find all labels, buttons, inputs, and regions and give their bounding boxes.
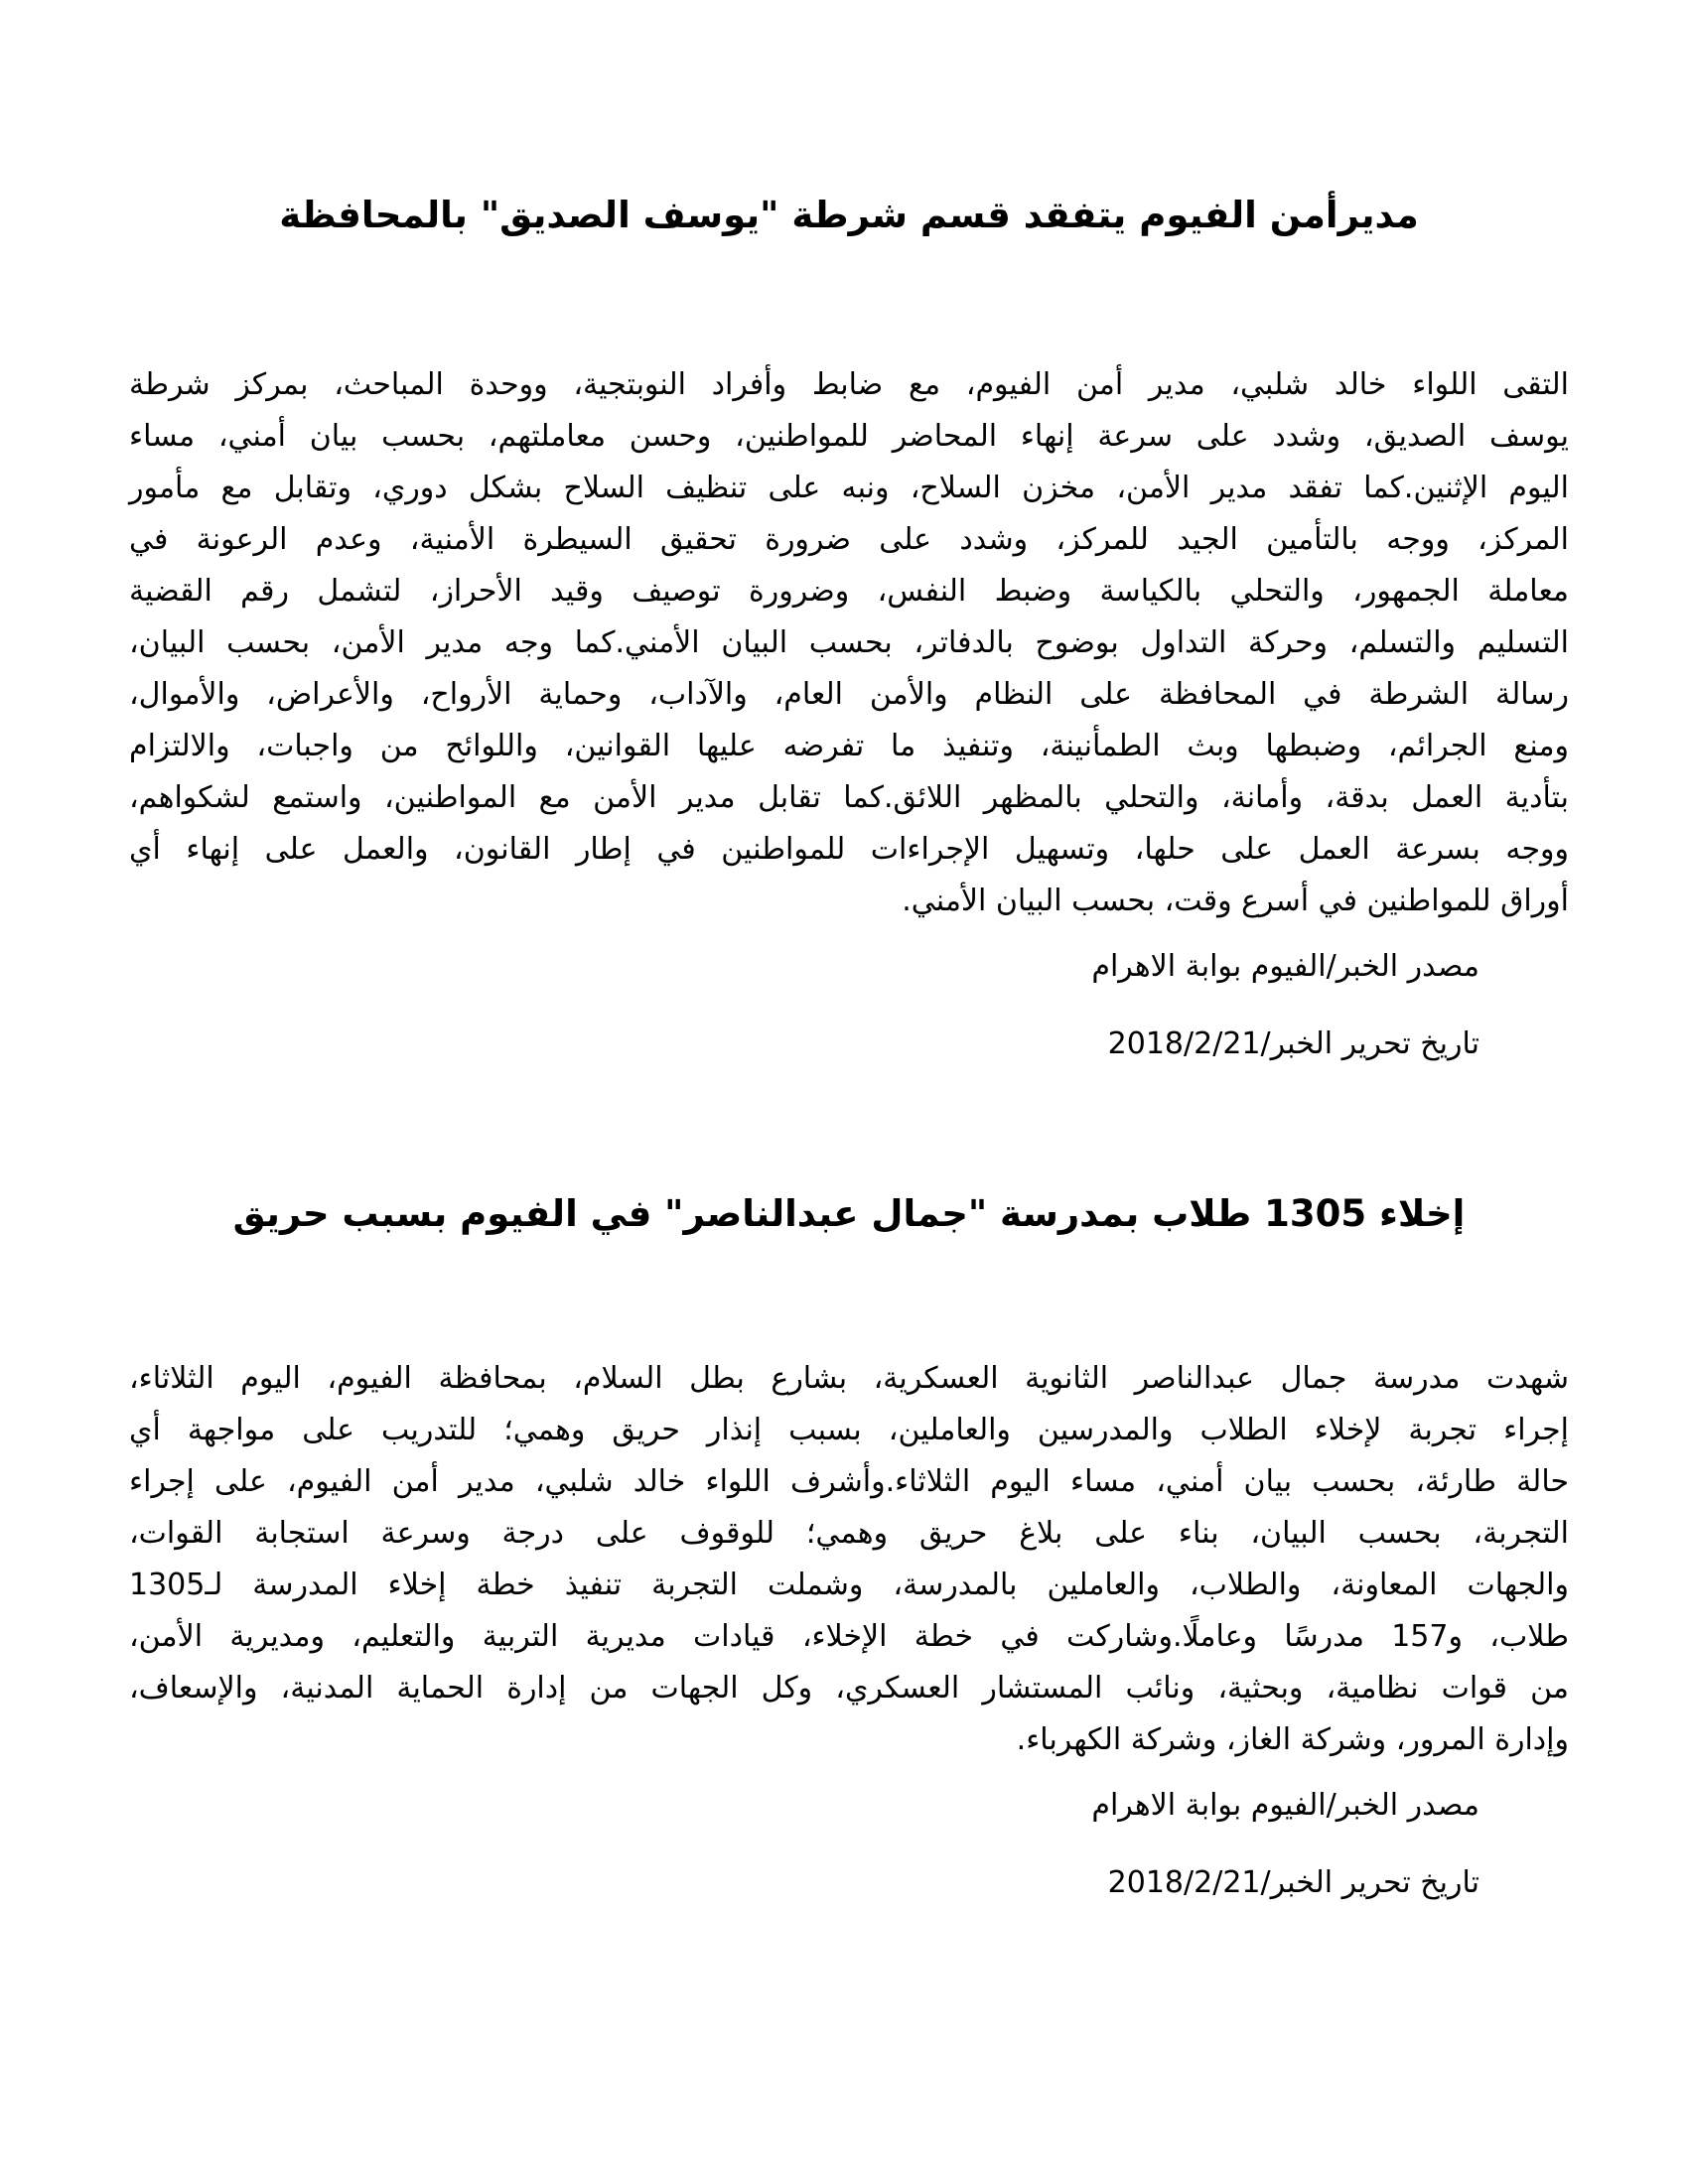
- body-line: رسالة الشرطة في المحافظة على النظام والأمن العام، والآداب، وحماية الأرواح، والأعراض، والأموال،: [129, 677, 1569, 712]
- body-line: طلاب، و157 مدرسًا وعاملًا.وشاركت في خطة الإخلاء، قيادات مديرية التربية والتعليم، ومديرية الأمن،: [129, 1619, 1569, 1654]
- article-2: [129, 1070, 1569, 1909]
- body-line: يوسف الصديق، وشدد على سرعة إنهاء المحاضر للمواطنين، وحسن معاملتهم، بحسب بيان أمني، مساء: [129, 419, 1569, 454]
- body-line: أوراق للمواطنين في أسرع وقت، بحسب البيان الأمني.: [902, 884, 1569, 918]
- body-line: اليوم الإثنين.كما تفقد مدير الأمن، مخزن السلاح، ونبه على تنظيف السلاح بشكل دوري، وتقابل مع مأمور: [129, 471, 1569, 505]
- article-1: [129, 0, 1569, 1070]
- article-2-title: إخلاء 1305 طلاب بمدرسة "جمال عبدالناصر" في الفيوم بسبب حريق: [232, 1192, 1466, 1235]
- article-1-body: [129, 250, 1569, 927]
- body-line: من قوات نظامية، وبحثية، ونائب المستشار العسكري، وكل الجهات من إدارة الحماية المدنية، والإسعاف،: [129, 1671, 1569, 1706]
- article-1-title: مديرأمن الفيوم يتفقد قسم شرطة "يوسف الصديق" بالمحافظة: [279, 194, 1419, 236]
- body-line: والجهات المعاونة، والطلاب، والعاملين بالمدرسة، وشملت التجربة تنفيذ خطة إخلاء المدرسة لـ1305: [129, 1568, 1569, 1602]
- article-2-source-line: مصدر الخبر/الفيوم بوابة الاهرام: [1091, 1788, 1479, 1823]
- article-1-date-line: تاريخ تحرير الخبر/2018/2/21: [1107, 1026, 1479, 1061]
- body-line: ومنع الجرائم، وضبطها وبث الطمأنينة، وتنفيذ ما تفرضه عليها القوانين، واللوائح من واجبات، والالتزام: [129, 729, 1569, 763]
- body-line: التسليم والتسلم، وحركة التداول بوضوح بالدفاتر، بحسب البيان الأمني.كما وجه مدير الأمن، بحسب البيان،: [129, 625, 1569, 660]
- article-2-date-line: تاريخ تحرير الخبر/2018/2/21: [1107, 1865, 1479, 1900]
- body-line: وإدارة المرور، وشركة الغاز، وشركة الكهرباء.: [1016, 1722, 1569, 1757]
- body-line: بتأدية العمل بدقة، وأمانة، والتحلي بالمظهر اللائق.كما تقابل مدير الأمن مع المواطنين، واستمع لشكواهم،: [129, 780, 1569, 815]
- body-line: حالة طارئة، بحسب بيان أمني، مساء اليوم الثلاثاء.وأشرف اللواء خالد شلبي، مدير أمن الفيوم، على إجراء: [129, 1464, 1569, 1499]
- body-line: التقى اللواء خالد شلبي، مدير أمن الفيوم، مع ضابط وأفراد النوبتجية، ووحدة المباحث، بمركز شرطة: [129, 367, 1569, 402]
- body-line: المركز، ووجه بالتأمين الجيد للمركز، وشدد على ضرورة تحقيق السيطرة الأمنية، وعدم الرعونة في: [129, 522, 1569, 557]
- body-line: شهدت مدرسة جمال عبدالناصر الثانوية العسكرية، بشارع بطل السلام، بمحافظة الفيوم، اليوم الثلاثاء،: [129, 1361, 1569, 1396]
- body-line: معاملة الجمهور، والتحلي بالكياسة وضبط النفس، وضرورة توصيف وقيد الأحراز، لتشمل رقم القضية: [129, 574, 1569, 609]
- article-1-source-line: مصدر الخبر/الفيوم بوابة الاهرام: [1091, 949, 1479, 984]
- article-2-body: [129, 1249, 1569, 1766]
- body-line: إجراء تجربة لإخلاء الطلاب والمدرسين والعاملين، بسبب إنذار حريق وهمي؛ للتدريب على مواجهة أي: [129, 1413, 1569, 1447]
- body-line: ووجه بسرعة العمل على حلها، وتسهيل الإجراءات للمواطنين في إطار القانون، والعمل على إنهاء أي: [129, 832, 1569, 867]
- body-line: التجربة، بحسب البيان، بناء على بلاغ حريق وهمي؛ للوقوف على درجة وسرعة استجابة القوات،: [129, 1516, 1569, 1551]
